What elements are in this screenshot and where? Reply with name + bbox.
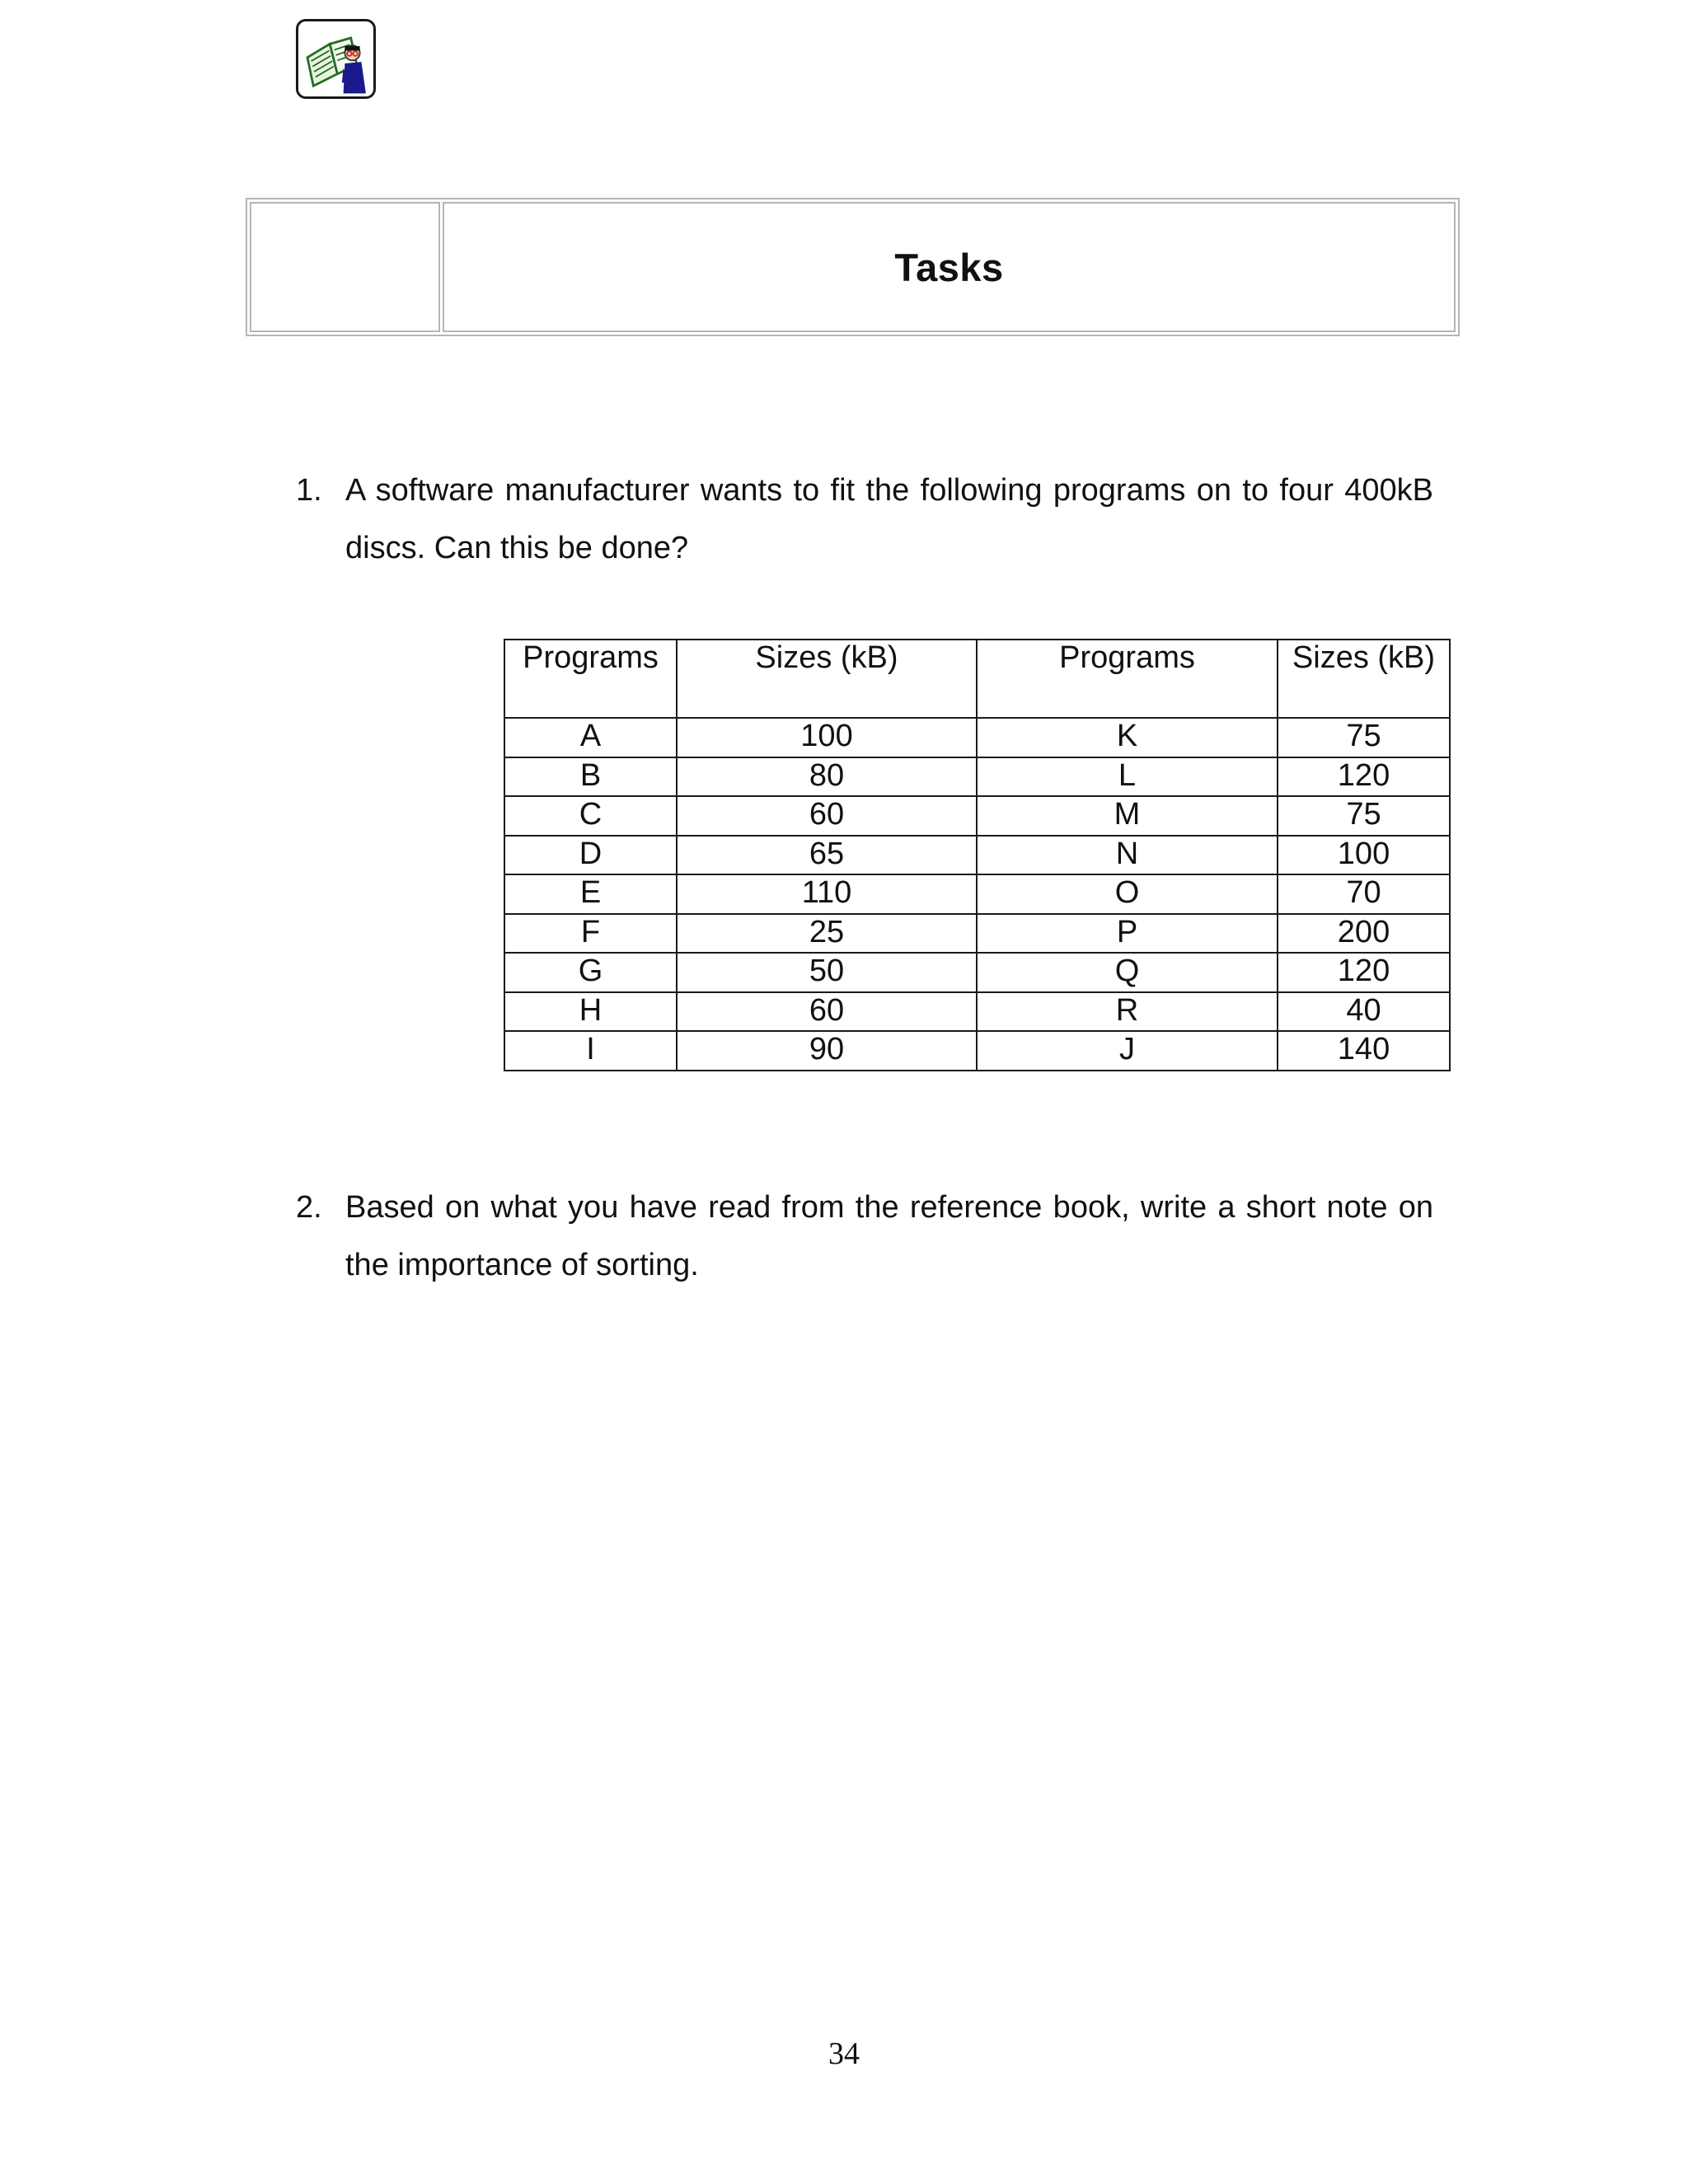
- table-cell: 200: [1278, 914, 1450, 954]
- column-header: Sizes (kB): [677, 640, 977, 718]
- table-row: [504, 914, 1450, 954]
- table-cell: R: [977, 992, 1278, 1032]
- table-cell: H: [504, 992, 677, 1032]
- table-cell: 140: [1278, 1031, 1450, 1071]
- table-cell: 75: [1278, 718, 1450, 757]
- table-cell: A: [504, 718, 677, 757]
- table-cell: 40: [1278, 992, 1450, 1032]
- table-cell: Q: [977, 953, 1278, 992]
- table-cell: 75: [1278, 796, 1450, 836]
- table-cell: 70: [1278, 874, 1450, 914]
- page-number: 34: [828, 2036, 860, 2071]
- table-cell: 25: [677, 914, 977, 954]
- table-cell: 120: [1278, 757, 1450, 797]
- column-header: Sizes (kB): [1278, 640, 1450, 718]
- table-cell: 65: [677, 836, 977, 875]
- table-cell: N: [977, 836, 1278, 875]
- table-cell: 90: [677, 1031, 977, 1071]
- table-cell: J: [977, 1031, 1278, 1071]
- table-row: [504, 796, 1450, 836]
- table-row: [504, 1031, 1450, 1071]
- table-cell: I: [504, 1031, 677, 1071]
- task-text: A software manufacturer wants to fit the following programs on to four 400kB discs. Can this be done?: [345, 473, 1433, 565]
- programs-sizes-table: [504, 639, 1451, 1071]
- task-text: Based on what you have read from the reference book, write a short note on the importance of sorting.: [345, 1190, 1433, 1282]
- table-header-row: [504, 640, 1450, 718]
- table-row: [504, 953, 1450, 992]
- tasks-header-table: [246, 198, 1460, 336]
- task-number: 2.: [296, 1190, 322, 1225]
- table-cell: C: [504, 796, 677, 836]
- table-cell: 100: [677, 718, 977, 757]
- table-cell: D: [504, 836, 677, 875]
- table-cell: M: [977, 796, 1278, 836]
- table-cell: B: [504, 757, 677, 797]
- table-cell: G: [504, 953, 677, 992]
- task-item-2: [296, 1179, 1433, 1294]
- column-header: Programs: [504, 640, 677, 718]
- table-row: [504, 757, 1450, 797]
- header-title-cell: [443, 202, 1456, 332]
- table-cell: L: [977, 757, 1278, 797]
- section-title: Tasks: [894, 245, 1004, 289]
- table-cell: 100: [1278, 836, 1450, 875]
- table-cell: 120: [1278, 953, 1450, 992]
- table-row: [504, 874, 1450, 914]
- table-cell: 50: [677, 953, 977, 992]
- table-cell: 80: [677, 757, 977, 797]
- reading-book-icon: [296, 19, 376, 99]
- table-cell: F: [504, 914, 677, 954]
- task-number: 1.: [296, 473, 322, 508]
- table-cell: 60: [677, 992, 977, 1032]
- table-cell: P: [977, 914, 1278, 954]
- table-row: [504, 992, 1450, 1032]
- table-cell: E: [504, 874, 677, 914]
- reading-book-icon-graphic: [298, 21, 373, 96]
- table-cell: 110: [677, 874, 977, 914]
- table-cell: O: [977, 874, 1278, 914]
- table-cell: K: [977, 718, 1278, 757]
- table-cell: 60: [677, 796, 977, 836]
- column-header: Programs: [977, 640, 1278, 718]
- header-empty-cell: [250, 202, 440, 332]
- table-row: [504, 718, 1450, 757]
- table-row: [504, 836, 1450, 875]
- task-item-1: [296, 462, 1433, 577]
